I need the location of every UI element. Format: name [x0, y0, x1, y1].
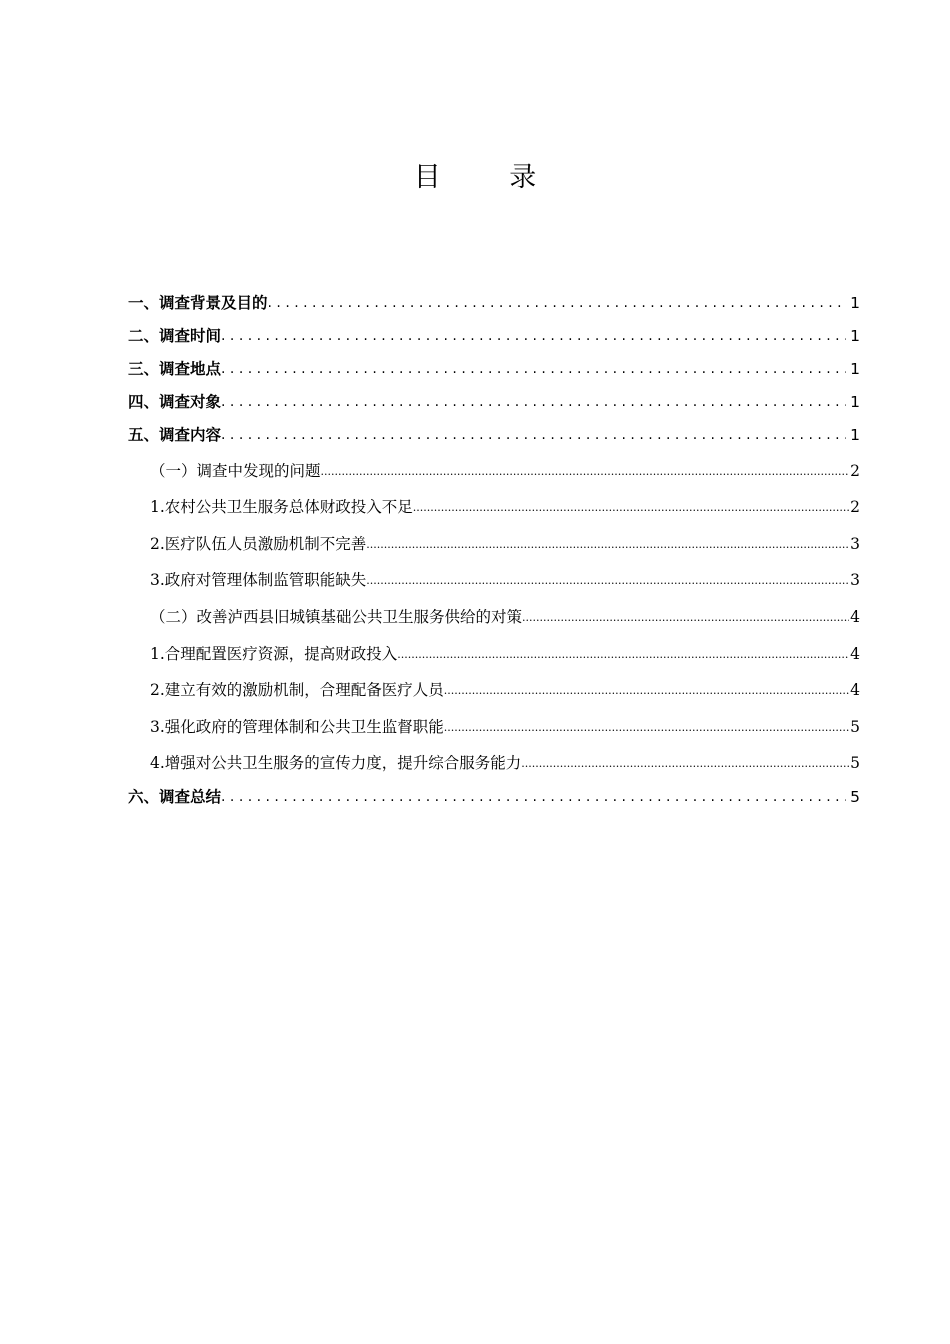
toc-leader	[522, 604, 849, 631]
toc-entry-text: 二、调查时间	[128, 327, 222, 345]
toc-page-number: 1	[850, 294, 860, 312]
toc-page-number: 3	[850, 571, 860, 590]
toc-entry-text: 3.政府对管理体制监管职能缺失	[150, 571, 367, 590]
toc-entry[interactable]	[128, 316, 860, 349]
toc-entry[interactable]	[128, 741, 860, 778]
table-of-contents	[128, 283, 860, 810]
toc-leader	[221, 357, 846, 382]
toc-leader	[366, 531, 849, 558]
toc-entry[interactable]	[128, 448, 860, 485]
toc-leader	[444, 714, 849, 741]
toc-leader	[221, 423, 846, 448]
toc-entry[interactable]	[128, 704, 860, 741]
toc-leader	[268, 291, 847, 316]
toc-entry-text: 4.增强对公共卫生服务的宣传力度，提升综合服务能力	[150, 754, 522, 773]
toc-page-number: 5	[850, 754, 860, 773]
toc-entry-text: 1.农村公共卫生服务总体财政投入不足	[150, 498, 413, 517]
toc-page-number: 4	[850, 681, 860, 700]
toc-entry[interactable]	[128, 415, 860, 448]
toc-entry[interactable]	[128, 777, 860, 810]
toc-entry[interactable]	[128, 521, 860, 558]
toc-leader	[413, 494, 849, 521]
toc-entry-text: 一、调查背景及目的	[128, 294, 268, 312]
toc-entry[interactable]	[128, 485, 860, 522]
toc-leader	[221, 324, 846, 349]
toc-leader	[221, 785, 846, 810]
toc-page-number: 1	[850, 426, 860, 444]
toc-page-number: 4	[850, 644, 860, 663]
toc-leader	[321, 458, 850, 485]
toc-page-number: 2	[850, 498, 860, 517]
toc-entry[interactable]	[128, 631, 860, 668]
toc-page-number: 2	[850, 461, 860, 480]
toc-leader	[521, 750, 849, 777]
toc-entry[interactable]	[128, 594, 860, 631]
toc-title: 目 录	[413, 162, 567, 193]
toc-entry[interactable]	[128, 349, 860, 382]
toc-entry-text: 四、调查对象	[128, 393, 222, 411]
toc-page-number: 5	[850, 717, 860, 736]
toc-leader	[397, 641, 849, 668]
toc-entry-text: （一）调查中发现的问题	[150, 461, 321, 480]
toc-entry[interactable]	[128, 283, 860, 316]
toc-page-number: 3	[850, 534, 860, 553]
toc-entry[interactable]	[128, 668, 860, 705]
toc-leader	[366, 567, 849, 594]
toc-entry-text: 2.建立有效的激励机制，合理配备医疗人员	[150, 681, 444, 700]
toc-leader	[444, 677, 849, 704]
toc-page-number: 4	[850, 607, 860, 626]
toc-page-number: 1	[850, 360, 860, 378]
toc-leader	[221, 390, 846, 415]
toc-entry-text: 2.医疗队伍人员激励机制不完善	[150, 534, 367, 553]
toc-entry-text: （二）改善泸西县旧城镇基础公共卫生服务供给的对策	[150, 607, 523, 626]
toc-page-number: 5	[850, 788, 860, 807]
toc-entry-text: 3.强化政府的管理体制和公共卫生监督职能	[150, 717, 444, 736]
toc-entry[interactable]	[128, 382, 860, 415]
toc-page-number: 1	[850, 327, 860, 345]
toc-entry-text: 五、调查内容	[128, 426, 222, 444]
toc-entry-text: 三、调查地点	[128, 360, 222, 378]
toc-page-number: 1	[850, 393, 860, 411]
toc-entry-text: 六、调查总结	[128, 788, 222, 807]
toc-entry[interactable]	[128, 558, 860, 595]
toc-entry-text: 1.合理配置医疗资源，提高财政投入	[150, 644, 398, 663]
